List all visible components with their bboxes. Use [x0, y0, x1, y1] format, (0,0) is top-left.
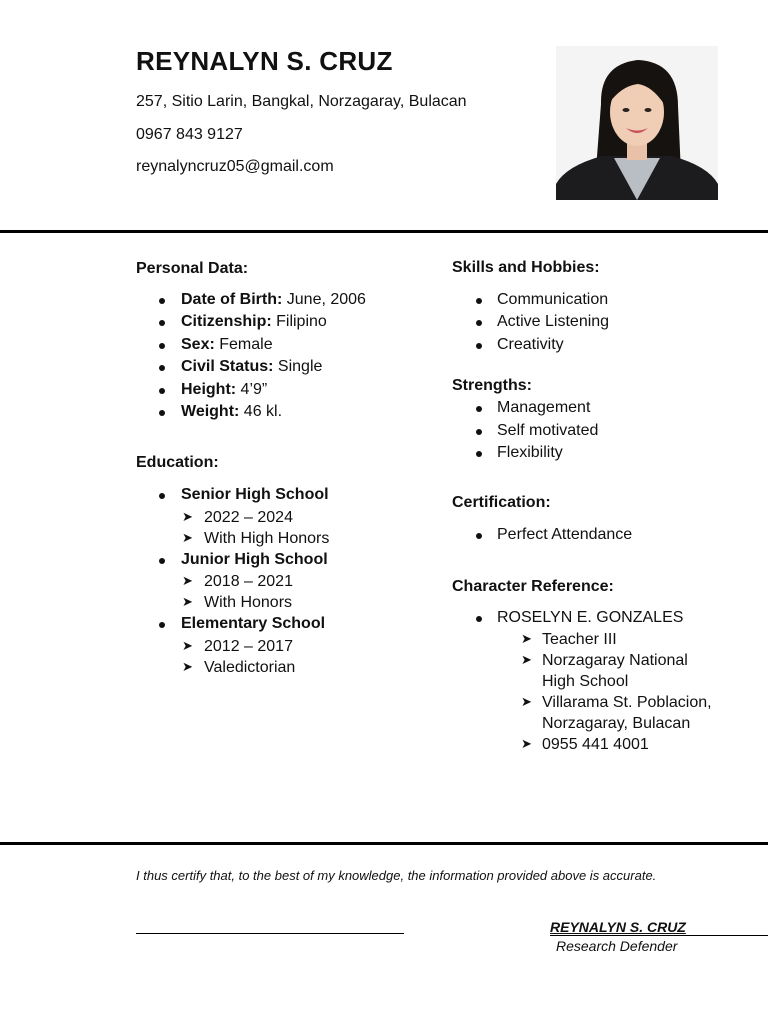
signature-underline: [550, 935, 768, 936]
sub-item: ➤ 2018 – 2021: [159, 571, 436, 592]
list-item: Flexibility: [452, 442, 752, 464]
sub-item: ➤ Valedictorian: [159, 657, 436, 678]
list-item: Citizenship: Filipino: [136, 311, 436, 333]
signature-line: [136, 933, 404, 934]
sub-item: ➤ With Honors: [159, 592, 436, 613]
list-item: Self motivated: [452, 420, 752, 442]
list-item: Junior High School ➤ 2018 – 2021 ➤ With Honors: [136, 549, 436, 613]
list-item: Weight: 46 kl.: [136, 401, 436, 423]
strengths-heading: Strengths:: [452, 377, 532, 395]
list-item: Communication: [452, 289, 752, 311]
certification-heading: Certification:: [452, 494, 551, 512]
list-item: Perfect Attendance: [452, 524, 752, 546]
address: 257, Sitio Larin, Bangkal, Norzagaray, Bulacan: [136, 93, 467, 110]
sub-item: ➤ 2022 – 2024: [159, 507, 436, 528]
list-item: Sex: Female: [136, 334, 436, 356]
sub-item: ➤ Villarama St. Poblacion, Norzagaray, Bulacan: [497, 692, 722, 734]
sub-item: ➤ 2012 – 2017: [159, 636, 436, 657]
education-list: [136, 484, 436, 677]
skills-list: [452, 289, 752, 356]
email-address: reynalyncruz05@gmail.com: [136, 158, 334, 175]
list-item: Height: 4’9”: [136, 379, 436, 401]
phone-number: 0967 843 9127: [136, 126, 243, 143]
left-column: [136, 258, 436, 678]
profile-photo: [556, 46, 718, 200]
sub-item: ➤ With High Honors: [159, 528, 436, 549]
reference-list: [452, 607, 752, 755]
list-item: Creativity: [452, 334, 752, 356]
sub-item: ➤ 0955 441 4001: [497, 734, 752, 755]
list-item: Elementary School ➤ 2012 – 2017 ➤ Valedictorian: [136, 613, 436, 677]
strengths-list: [452, 397, 752, 464]
list-item: Senior High School ➤ 2022 – 2024 ➤ With High Honors: [136, 484, 436, 548]
signature-name: REYNALYN S. CRUZ: [550, 919, 686, 935]
certification-statement: I thus certify that, to the best of my knowledge, the information provided above is accurate.: [136, 868, 657, 883]
signature-title: Research Defender: [556, 938, 678, 954]
top-divider: [0, 230, 768, 233]
character-reference-heading: Character Reference:: [452, 577, 614, 595]
skills-heading: Skills and Hobbies:: [452, 259, 600, 276]
sub-item: ➤ Norzagaray National High School: [497, 650, 722, 692]
list-item: Date of Birth: June, 2006: [136, 289, 436, 311]
applicant-name: REYNALYN S. CRUZ: [136, 46, 393, 76]
bottom-divider: [0, 842, 768, 845]
personal-data-list: [136, 289, 436, 423]
list-item: Active Listening: [452, 311, 752, 333]
list-item: Civil Status: Single: [136, 356, 436, 378]
list-item: Management: [452, 397, 752, 419]
personal-data-heading: Personal Data:: [136, 260, 249, 277]
reference-name: ROSELYN E. GONZALES: [497, 608, 684, 626]
list-item: [452, 607, 752, 755]
education-heading: Education:: [136, 454, 219, 472]
sub-item: ➤ Teacher III: [497, 629, 752, 650]
right-column: [452, 257, 752, 755]
certification-list: [452, 524, 752, 546]
